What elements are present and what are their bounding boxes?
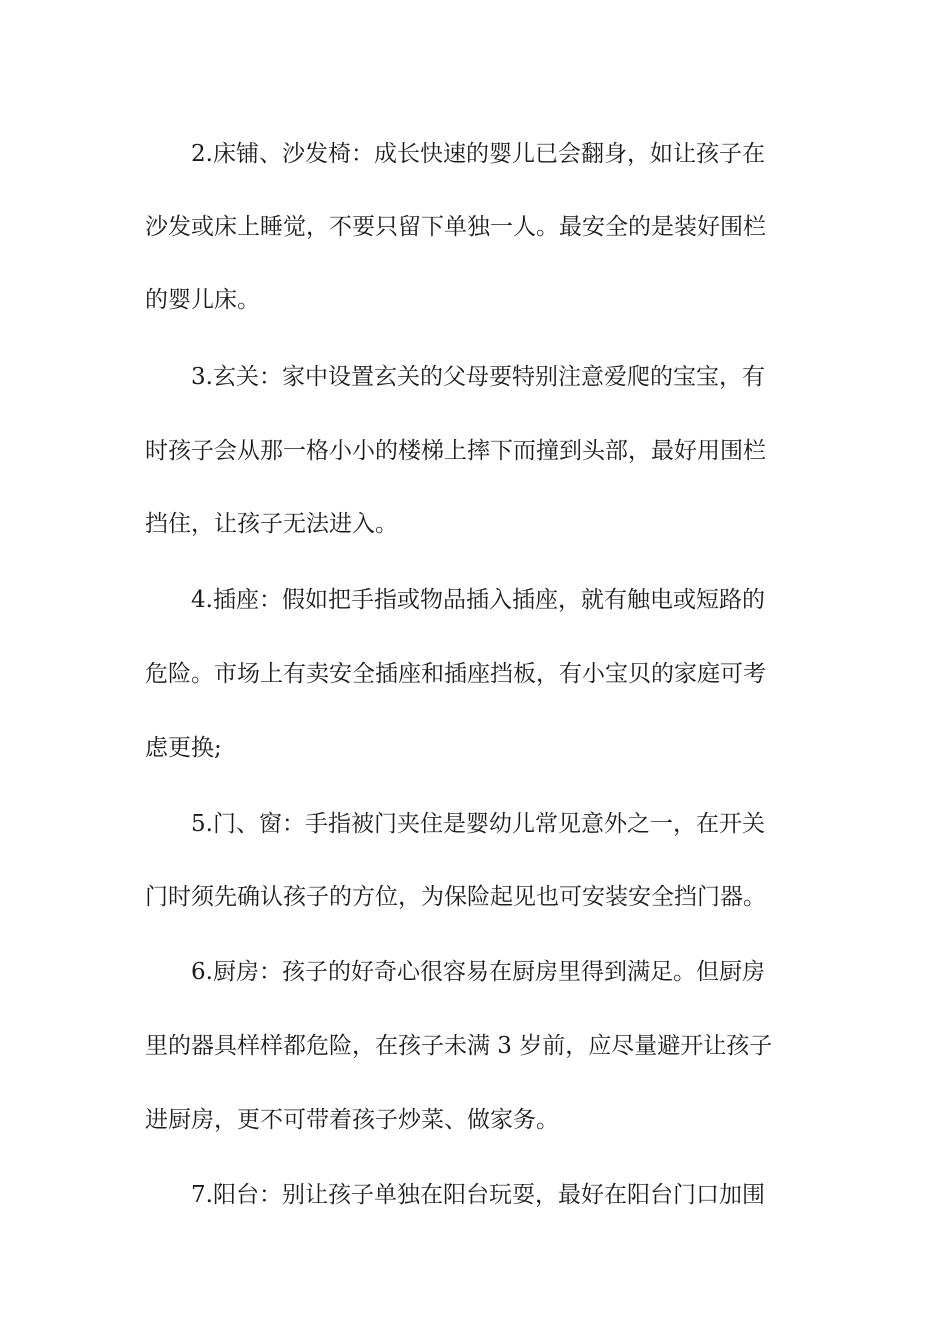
paragraph-entrance-line-2: 时孩子会从那一格小小的楼梯上摔下而撞到头部，最好用围栏	[145, 438, 766, 464]
paragraph-bed-sofa-line-2: 沙发或床上睡觉，不要只留下单独一人。最安全的是装好围栏	[145, 214, 766, 240]
paragraph-entrance-line-3: 挡住，让孩子无法进入。	[145, 511, 398, 537]
paragraph-kitchen-line-3: 进厨房，更不可带着孩子炒菜、做家务。	[145, 1107, 559, 1133]
paragraph-kitchen-line-2: 里的器具样样都危险，在孩子未满 3 岁前，应尽量避开让孩子	[145, 1033, 773, 1059]
paragraph-bed-sofa-line-1: 2.床铺、沙发椅：成长快速的婴儿已会翻身，如让孩子在	[191, 141, 765, 167]
paragraph-balcony-line-1: 7.阳台：别让孩子单独在阳台玩耍，最好在阳台门口加围	[191, 1182, 765, 1208]
paragraph-socket-line-3: 虑更换;	[145, 735, 222, 761]
paragraph-socket-line-1: 4.插座：假如把手指或物品插入插座，就有触电或短路的	[191, 587, 765, 613]
paragraph-kitchen-line-1: 6.厨房：孩子的好奇心很容易在厨房里得到满足。但厨房	[191, 959, 765, 985]
paragraph-door-window-line-2: 门时须先确认孩子的方位，为保险起见也可安装安全挡门器。	[145, 884, 766, 910]
paragraph-entrance-line-1: 3.玄关：家中设置玄关的父母要特别注意爱爬的宝宝，有	[191, 364, 765, 390]
paragraph-socket-line-2: 危险。市场上有卖安全插座和插座挡板，有小宝贝的家庭可考	[145, 661, 766, 687]
paragraph-door-window-line-1: 5.门、窗：手指被门夹住是婴幼儿常见意外之一，在开关	[191, 811, 765, 837]
paragraph-bed-sofa-line-3: 的婴儿床。	[145, 287, 260, 313]
